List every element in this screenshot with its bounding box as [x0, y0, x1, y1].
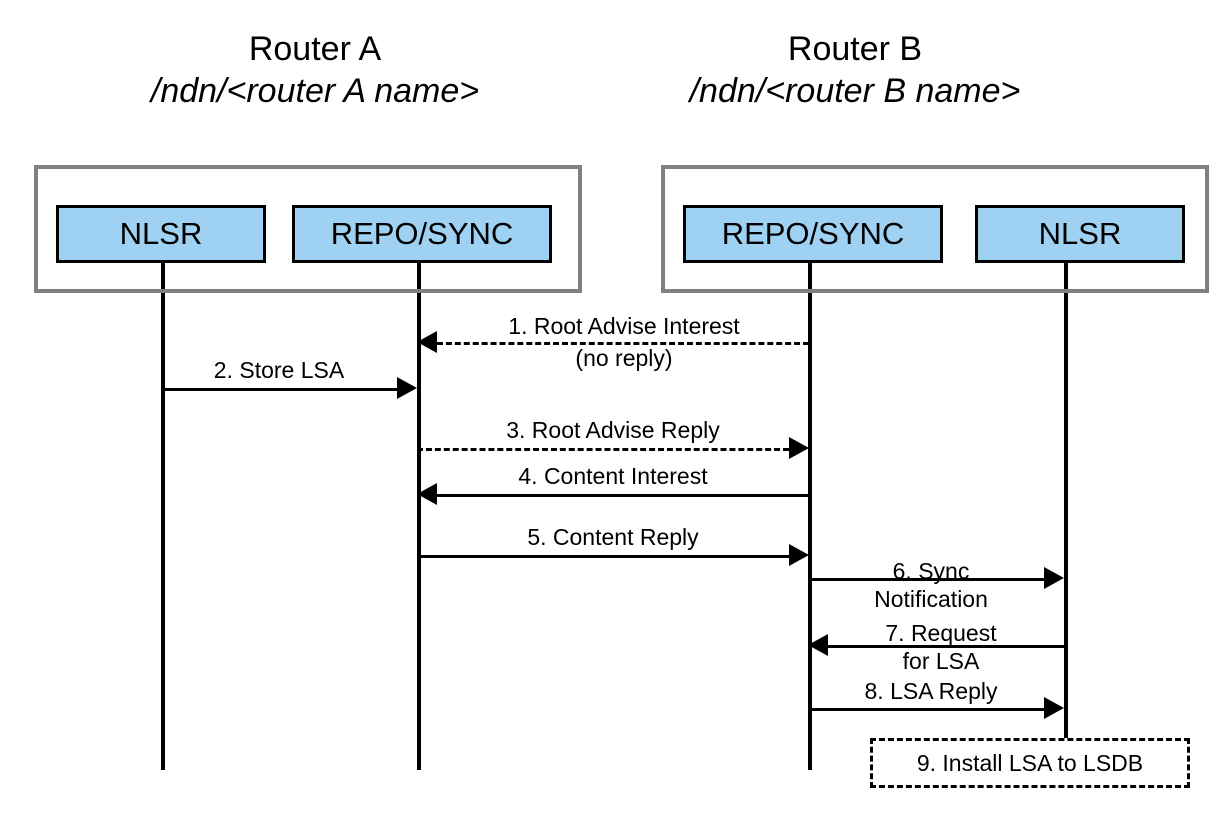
- router-b-prefix: /ndn/<router B name>: [689, 72, 1021, 110]
- message-6-sublabel: Notification: [874, 586, 988, 612]
- message-1-sublabel: (no reply): [575, 345, 673, 371]
- module-router-a-repo-sync-label: REPO/SYNC: [330, 216, 514, 251]
- module-router-b-nlsr-label: NLSR: [1038, 216, 1122, 251]
- message-3-label: 3. Root Advise Reply: [506, 417, 720, 443]
- message-1-arrowhead: [417, 331, 437, 353]
- message-5-arrowhead: [789, 544, 809, 566]
- message-2-line: [161, 388, 397, 391]
- module-router-a-repo-sync[interactable]: [292, 205, 552, 263]
- router-b-title: [605, 28, 1105, 112]
- router-a-title: [90, 28, 540, 112]
- router-a-name: Router A: [248, 30, 382, 68]
- module-router-a-nlsr-label: NLSR: [119, 216, 203, 251]
- note-install-lsa-label: 9. Install LSA to LSDB: [916, 749, 1144, 776]
- message-4-arrowhead: [417, 483, 437, 505]
- message-3-arrowhead: [789, 437, 809, 459]
- module-router-b-repo-sync-label: REPO/SYNC: [721, 216, 905, 251]
- message-7-sublabel: for LSA: [902, 648, 980, 674]
- note-install-lsa: [870, 738, 1190, 788]
- message-2-arrowhead: [397, 377, 417, 399]
- module-router-b-nlsr[interactable]: [975, 205, 1185, 263]
- message-5-line: [417, 555, 789, 558]
- message-7-label: 7. Request: [885, 620, 997, 646]
- lifeline-router-b-nlsr: [1064, 262, 1068, 770]
- lifeline-router-a-nlsr: [161, 262, 165, 770]
- message-8-line: [808, 708, 1044, 711]
- message-2-label: 2. Store LSA: [213, 357, 345, 383]
- router-a-prefix: /ndn/<router A name>: [150, 72, 480, 110]
- message-8-arrowhead: [1044, 697, 1064, 719]
- message-7-arrowhead: [808, 634, 828, 656]
- message-6-label: 6. Sync: [892, 558, 970, 584]
- message-5-label: 5. Content Reply: [527, 524, 699, 550]
- lifeline-router-b-repo: [808, 262, 812, 770]
- router-b-name: Router B: [787, 30, 923, 68]
- message-6-arrowhead: [1044, 567, 1064, 589]
- message-4-line: [437, 494, 809, 497]
- module-router-a-nlsr[interactable]: [56, 205, 266, 263]
- message-8-label: 8. LSA Reply: [864, 678, 998, 704]
- message-1-label: 1. Root Advise Interest: [508, 313, 740, 339]
- message-4-label: 4. Content Interest: [518, 463, 708, 489]
- message-3-line: [417, 448, 789, 451]
- module-router-b-repo-sync[interactable]: [683, 205, 943, 263]
